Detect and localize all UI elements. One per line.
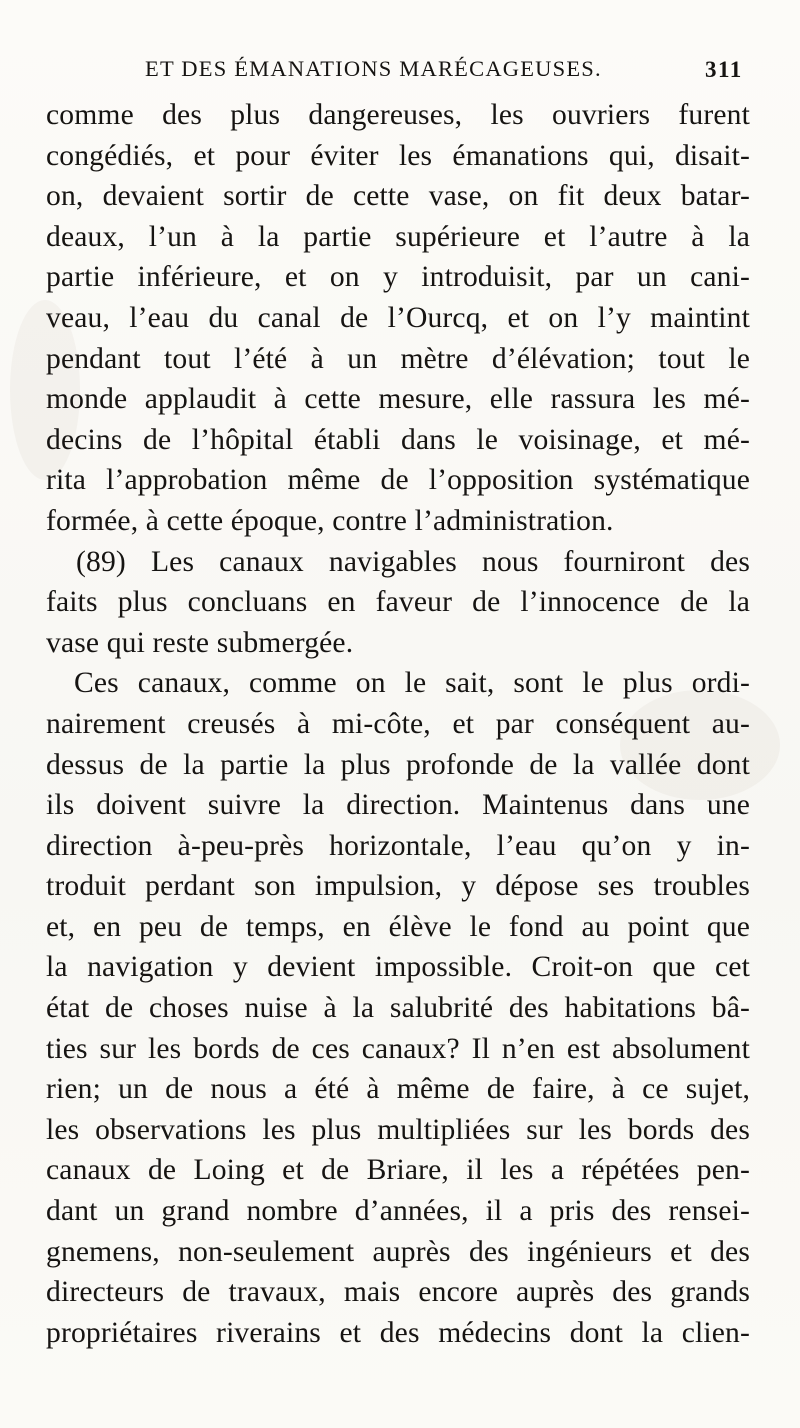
text-line: propriétaires riverains et des médecins dont la clien-: [46, 1316, 750, 1349]
text-line: (89) Les canaux navigables nous fourniront des: [76, 545, 750, 578]
text-line: rien; un de nous a été à même de faire, à ce sujet,: [46, 1073, 750, 1106]
text-line: direction à-peu-près horizontale, l’eau qu’on y in-: [46, 829, 750, 862]
text-line: canaux de Loing et de Briare, il les a répétées pen-: [46, 1154, 750, 1187]
text-line: on, devaient sortir de cette vase, on fit deux batar-: [46, 180, 750, 213]
text-line: pendant tout l’été à un mètre d’élévation; tout le: [46, 342, 750, 375]
text-line: la navigation y devient impossible. Croit-on que cet: [46, 951, 750, 984]
text-line: partie inférieure, et on y introduisit, par un cani-: [46, 261, 750, 294]
page-number: 311: [705, 57, 743, 82]
text-line: veau, l’eau du canal de l’Ourcq, et on l’y maintint: [46, 301, 750, 334]
text-line: directeurs de travaux, mais encore auprès des grands: [46, 1276, 750, 1309]
running-head: [145, 52, 765, 88]
running-title: ET DES ÉMANATIONS MARÉCAGEUSES.: [145, 56, 602, 81]
text-line: état de choses nuise à la salubrité des habitations bâ-: [46, 992, 750, 1025]
text-line: deaux, l’un à la partie supérieure et l’autre à la: [46, 220, 750, 253]
text-line: dant un grand nombre d’années, il a pris des rensei-: [46, 1195, 750, 1228]
text-line: faits plus concluans en faveur de l’innocence de la: [46, 586, 750, 619]
text-line: dessus de la partie la plus profonde de la vallée dont: [46, 748, 750, 781]
text-line: ils doivent suivre la direction. Maintenus dans une: [46, 789, 750, 822]
body-text: [46, 95, 750, 1353]
text-line: gnemens, non-seulement auprès des ingénieurs et des: [46, 1235, 750, 1268]
text-line: formée, à cette époque, contre l’administration.: [46, 504, 614, 537]
text-line: les observations les plus multipliées sur les bords des: [46, 1113, 750, 1146]
text-line: Ces canaux, comme on le sait, sont le plus ordi-: [74, 667, 750, 700]
text-line: troduit perdant son impulsion, y dépose ses troubles: [46, 870, 750, 903]
text-line: et, en peu de temps, en élève le fond au point que: [46, 910, 750, 943]
text-line: rita l’approbation même de l’opposition systématique: [46, 464, 750, 497]
text-line: decins de l’hôpital établi dans le voisinage, et mé-: [46, 423, 750, 456]
text-line: monde applaudit à cette mesure, elle rassura les mé-: [46, 383, 750, 416]
text-line: vase qui reste submergée.: [46, 626, 354, 659]
text-line: congédiés, et pour éviter les émanations qui, disait-: [46, 139, 750, 172]
text-line: ties sur les bords de ces canaux? Il n’en est absolument: [46, 1032, 750, 1065]
text-line: nairement creusés à mi-côte, et par conséquent au-: [46, 707, 750, 740]
text-line: comme des plus dangereuses, les ouvriers furent: [46, 99, 750, 131]
